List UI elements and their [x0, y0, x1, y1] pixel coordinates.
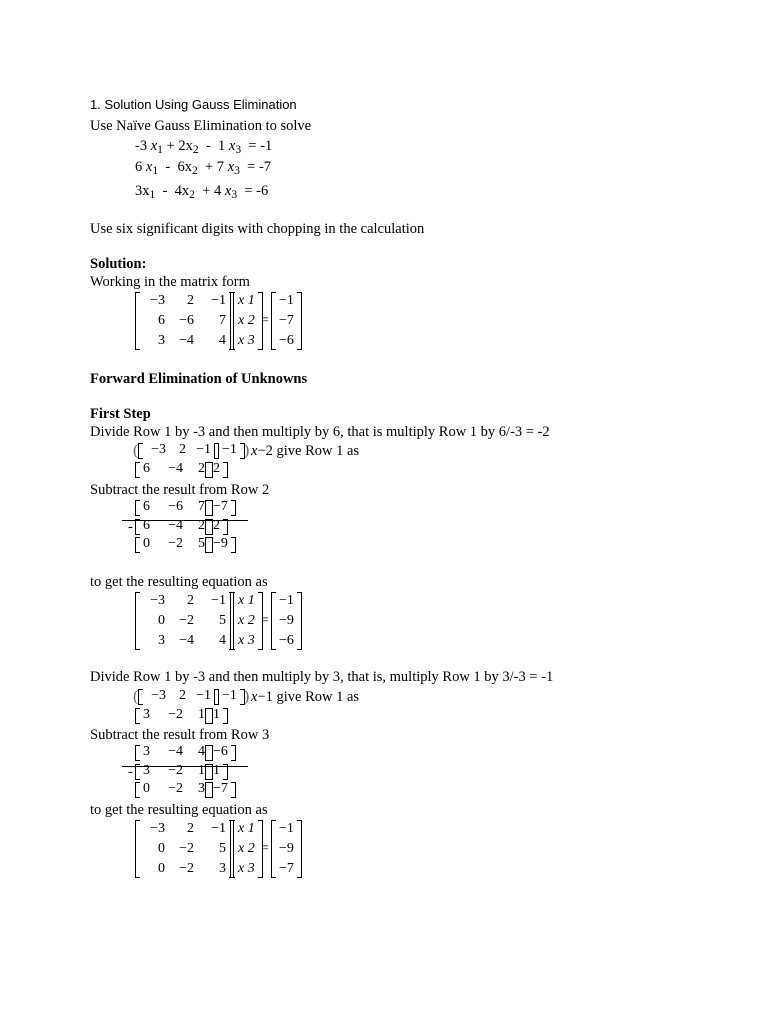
minus-sign-b: - — [128, 764, 133, 780]
scaled-row1-a: 6 −4 2 — [135, 462, 213, 478]
forward-elimination-heading: Forward Elimination of Unknowns — [90, 371, 308, 387]
solution-label: Solution: — [90, 256, 147, 272]
subtrahend-row-a-rhs: 2 — [205, 519, 228, 535]
minus-sign-a: - — [128, 519, 133, 535]
equation-3: $3x_1 - 4x_2 + 4$ $x_3 = -6$ — [135, 183, 269, 201]
resulting-equation-label-2: to get the resulting equation as — [90, 802, 268, 818]
step1a-text: Divide Row 1 by -3 and then multiply by 6, that is multiply Row 1 by 6/-3 = -2 — [90, 424, 550, 440]
step1b-subtract-text: Subtract the result from Row 3 — [90, 727, 270, 743]
unknowns-vector: x 1 x 2 x 3 — [230, 292, 263, 350]
scaled-row1-a-rhs: 2 — [205, 462, 228, 478]
matrix-form-label: Working in the matrix form — [90, 274, 250, 290]
rhs-vector-step1a: −1 −9 −6 — [271, 592, 302, 650]
equals-sign-step1a: = — [261, 613, 269, 628]
factor-a-expression: x−2 give Row 1 as — [251, 443, 360, 459]
subtrahend-row-a: 6 −4 2 — [135, 519, 213, 535]
equals-sign-step1b: = — [261, 841, 269, 856]
intro-text: Use Naïve Gauss Elimination to solve — [90, 118, 312, 134]
factor-b-expression: x−1 give Row 1 as — [251, 689, 360, 705]
equals-sign: = — [261, 313, 269, 328]
subtrahend-row-b-rhs: 1 — [205, 764, 228, 780]
new-row2-rhs: −9 — [205, 537, 236, 553]
coefficient-matrix-step1b: −3 2 −1 0 −2 5 0 −2 3 — [135, 820, 234, 878]
row2-original-rhs: −7 — [205, 500, 236, 516]
new-row3: 0 −2 3 — [135, 782, 213, 798]
row3-original-rhs: −6 — [205, 745, 236, 761]
row1-times-factor-b: ( −3 2 −1 −1 ) — [133, 688, 250, 705]
subtrahend-row-b: 3 −2 1 — [135, 764, 213, 780]
new-row3-rhs: −7 — [205, 782, 236, 798]
row2-original: 6 −6 7 — [135, 500, 213, 516]
scaled-row1-b: 3 −2 1 — [135, 708, 213, 724]
new-row2: 0 −2 5 — [135, 537, 213, 553]
rhs-vector: −1 −7 −6 — [271, 292, 302, 350]
step1a-subtract-text: Subtract the result from Row 2 — [90, 482, 270, 498]
row3-original: 3 −4 4 — [135, 745, 213, 761]
row1-times-factor-a: ( −3 2 −1 −1 ) — [133, 442, 250, 459]
equation-2: 6 $x_1 - 6x_2 + 7$ $x_3 = -7$ — [135, 159, 272, 177]
rhs-vector-step1b: −1 −9 −7 — [271, 820, 302, 878]
coefficient-matrix: −3 2 −1 6 −6 7 3 −4 4 — [135, 292, 234, 350]
resulting-equation-label-1: to get the resulting equation as — [90, 574, 268, 590]
scaled-row1-b-rhs: 1 — [205, 708, 228, 724]
equation-1: -3 $x_1 + 2x_2 - 1$ $x_3 = -1$ — [135, 138, 273, 156]
unknowns-vector-step1a: x 1 x 2 x 3 — [230, 592, 263, 650]
precision-note: Use six significant digits with chopping in the calculation — [90, 221, 425, 237]
unknowns-vector-step1b: x 1 x 2 x 3 — [230, 820, 263, 878]
coefficient-matrix-step1a: −3 2 −1 0 −2 5 3 −4 4 — [135, 592, 234, 650]
section-heading: 1. Solution Using Gauss Elimination — [90, 97, 297, 112]
first-step-heading: First Step — [90, 406, 151, 422]
step1b-text: Divide Row 1 by -3 and then multiply by 3, that is, multiply Row 1 by 3/-3 = -1 — [90, 669, 554, 685]
